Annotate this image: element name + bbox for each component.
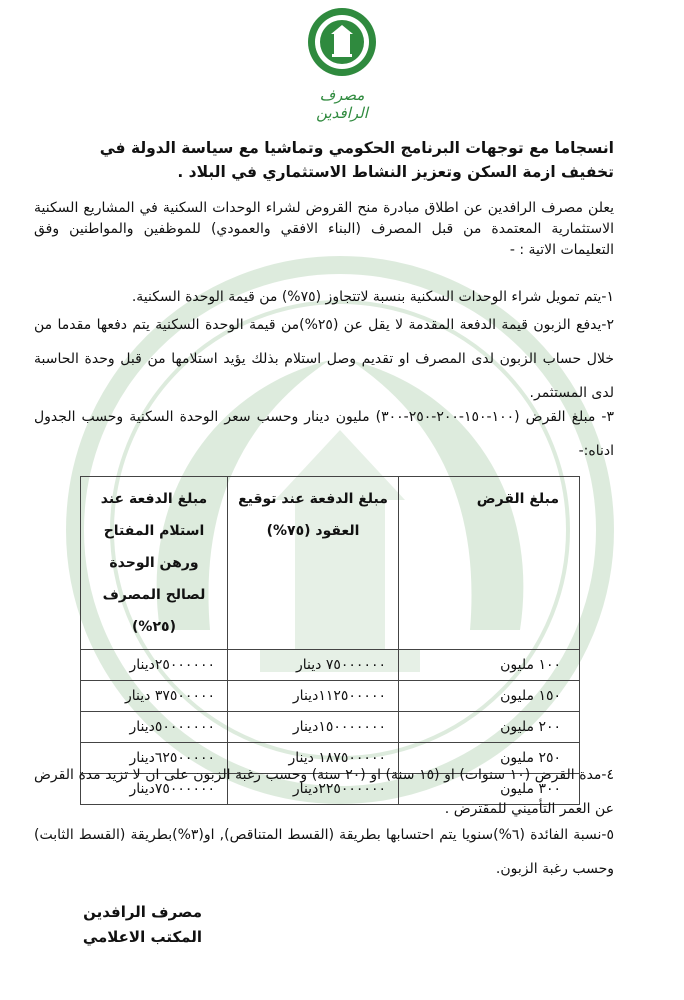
table-row xyxy=(81,681,580,712)
table-row xyxy=(81,712,580,743)
loan-table xyxy=(80,476,580,805)
emblem-icon xyxy=(306,6,378,78)
key-payment-cell: ٦٢٥٠٠٠٠٠دينار xyxy=(81,743,228,774)
loan-amount-cell: ١٥٠ مليون xyxy=(399,681,580,712)
key-payment-cell: ٧٥٠٠٠٠٠٠دينار xyxy=(81,774,228,805)
key-payment-cell: ٢٥٠٠٠٠٠٠دينار xyxy=(81,650,228,681)
signing-payment-cell: ١١٢٥٠٠٠٠٠دينار xyxy=(228,681,399,712)
signing-payment-cell: ١٨٧٥٠٠٠٠٠ دينار xyxy=(228,743,399,774)
headline: انسجاما مع توجهات البرنامج الحكومي وتماشيا مع سياسة الدولة في تخفيف ازمة السكن وتعزيز النشاط الاستثماري في البلاد . xyxy=(99,139,614,181)
header-key-payment: مبلغ الدفعة عند استلام المفتاح ورهن الوحدة لصالح المصرف (٢٥%) xyxy=(81,477,228,650)
key-payment-cell: ٥٠٠٠٠٠٠٠دينار xyxy=(81,712,228,743)
signature-block xyxy=(52,900,202,950)
header-signing-payment: مبلغ الدفعة عند توقيع العقود (٧٥%) xyxy=(228,477,399,650)
intro-paragraph: يعلن مصرف الرافدين عن اطلاق مبادرة منح القروض لشراء الوحدات السكنية في المشاريع السكنية الاستثمارية المعتمدة من قبل المصرف (البناء الافقي والعمودي) للموظفين والمواطنين وفق التعليمات الاتية : - xyxy=(34,200,614,258)
header-loan-amount: مبلغ القرض xyxy=(399,477,580,650)
signature-bank-name: مصرف الرافدين xyxy=(83,903,202,921)
bank-logo xyxy=(292,6,392,122)
clause-4: ٤-مدة القرض (١٠ سنوات) او (١٥ سنة) او (٢٠ سنة) وحسب رغبة الزبون على ان لا تزيد مدة القرض عن العمر التأميني للمقترض . xyxy=(34,767,615,817)
loan-amount-cell: ١٠٠ مليون xyxy=(399,650,580,681)
table-row xyxy=(81,650,580,681)
table-header-row xyxy=(81,477,580,650)
clause-5: ٥-نسبة الفائدة (٦%)سنويا يتم احتسابها بطريقة (القسط المتناقص), او(٣%)بطريقة (القسط الثابت) وحسب رغبة الزبون. xyxy=(34,827,614,877)
loan-amount-cell: ٢٠٠ مليون xyxy=(399,712,580,743)
signing-payment-cell: ٧٥٠٠٠٠٠٠ دينار xyxy=(228,650,399,681)
loan-amount-cell: ٣٠٠ مليون xyxy=(399,774,580,805)
loan-amount-cell: ٢٥٠ مليون xyxy=(399,743,580,774)
clause-2: ٢-يدفع الزبون قيمة الدفعة المقدمة لا يقل عن (٢٥%)من قيمة الوحدة السكنية يتم دفعها مقدما من خلال حساب الزبون لدى المصرف او تقديم وصل استلام بذلك يؤيد استلامها من قبل وحدة الحاسبة لدى المستثمر. xyxy=(34,317,614,401)
clause-3: ٣- مبلغ القرض (١٠٠-١٥٠-٢٠٠-٢٥٠-٣٠٠) مليون دينار وحسب سعر الوحدة السكنية وحسب الجدول ادناه:- xyxy=(34,409,615,459)
key-payment-cell: ٣٧٥٠٠٠٠٠ دينار xyxy=(81,681,228,712)
signing-payment-cell: ٢٢٥٠٠٠٠٠٠دينار xyxy=(228,774,399,805)
bank-logo-text: مصرف الرافدين xyxy=(316,86,368,122)
clause-1: ١-يتم تمويل شراء الوحدات السكنية بنسبة لاتتجاوز (٧٥%) من قيمة الوحدة السكنية. xyxy=(131,289,614,305)
signature-office: المكتب الاعلامي xyxy=(82,928,202,946)
signing-payment-cell: ١٥٠٠٠٠٠٠٠دينار xyxy=(228,712,399,743)
